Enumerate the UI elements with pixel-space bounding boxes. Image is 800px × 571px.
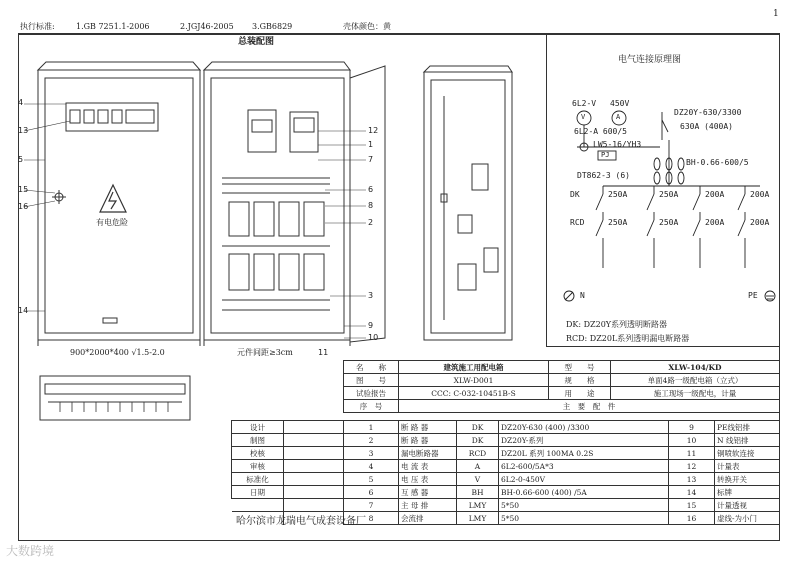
shell-color: 壳体颜色：黄 <box>343 22 391 31</box>
part-spec: BH-0.66-600 (400) /5A <box>499 486 669 499</box>
part-item-2: 铜喷软连接 <box>715 447 780 460</box>
inside-cabinet-view <box>204 62 385 346</box>
tb-label-spec: 规 格 <box>549 374 611 387</box>
part-number: 6 <box>344 486 399 499</box>
rcd-rating-1: 250A <box>608 218 628 227</box>
part-spec: DZ20Y-630 (400) /3300 <box>499 421 669 434</box>
main-breaker-rating: 630A (400A) <box>680 122 733 131</box>
part-number: 8 <box>344 512 399 525</box>
cabinet-dimensions: 900*2000*400 √1.5-2.0 <box>70 348 165 357</box>
part-name: 断 路 器 <box>399 421 457 434</box>
callout-3: 3 <box>368 291 374 300</box>
part-name: 电 压 表 <box>399 473 457 486</box>
callout-16: 16 <box>18 202 29 211</box>
part-number: 4 <box>344 460 399 473</box>
neutral-label: N <box>580 291 585 300</box>
part-number-2: 15 <box>669 499 715 512</box>
tb-label-test-report: 试验报告 <box>344 387 399 400</box>
part-item-2: 计量表 <box>715 460 780 473</box>
drawing-number: XLW-D001 <box>399 374 549 387</box>
pj-label: PJ <box>601 151 610 159</box>
tb-label-drawing-no: 图 号 <box>344 374 399 387</box>
part-code: LMY <box>457 499 499 512</box>
parts-header-no: 序 号 <box>344 400 399 413</box>
role-cell: 日期 <box>232 486 284 499</box>
part-number-2: 13 <box>669 473 715 486</box>
rcd-rating-4: 200A <box>750 218 770 227</box>
part-code: RCD <box>457 447 499 460</box>
part-spec: 6L2-0-450V <box>499 473 669 486</box>
callout-12: 12 <box>368 126 379 135</box>
signature-cell <box>284 499 344 512</box>
meter-spec: DT862-3 (6) <box>577 171 630 180</box>
part-item-2: 标牌 <box>715 486 780 499</box>
spacing-note: 元件间距≥3cm <box>237 348 293 357</box>
dk-rating-3: 200A <box>705 190 725 199</box>
bottom-plan-view <box>40 376 190 420</box>
part-name: 主 母 排 <box>399 499 457 512</box>
standards-label: 执行标准: <box>20 22 55 31</box>
signature-cell <box>284 486 344 499</box>
table-row <box>232 434 780 447</box>
callout-4: 4 <box>18 98 24 107</box>
page-number: 1 <box>773 9 779 19</box>
role-cell: 设计 <box>232 421 284 434</box>
pe-label: PE <box>748 291 758 300</box>
part-item-2: 转换开关 <box>715 473 780 486</box>
switch-spec: LW5-16/YH3 <box>593 140 642 149</box>
part-name: 电 流 表 <box>399 460 457 473</box>
product-name: 建筑施工用配电箱 <box>399 361 549 374</box>
tb-label-name: 名 称 <box>344 361 399 374</box>
standard-1: 1.GB 7251.1-2006 <box>76 22 150 31</box>
part-code: LMY <box>457 512 499 525</box>
table-row <box>232 486 780 499</box>
main-breaker-spec: DZ20Y-630/3300 <box>674 108 742 117</box>
watermark: 大数跨境 <box>6 544 55 558</box>
company-name: 哈尔滨市龙瑞电气成套设备厂 <box>236 516 366 527</box>
part-code: DK <box>457 434 499 447</box>
signature-cell <box>284 460 344 473</box>
test-report: CCC: C-032-10451B-S <box>399 387 549 400</box>
callout-13: 13 <box>18 126 29 135</box>
standard-3: 3.GB6829 <box>252 22 293 31</box>
part-item-2: N 线铝排 <box>715 434 780 447</box>
callout-9: 9 <box>368 321 374 330</box>
callout-10: 10 <box>368 333 379 342</box>
part-name: 互 感 器 <box>399 486 457 499</box>
part-code: V <box>457 473 499 486</box>
callout-2: 2 <box>368 218 374 227</box>
part-number-2: 10 <box>669 434 715 447</box>
legend-dk: DK: DZ20Y系列透明断路器 <box>566 320 668 329</box>
part-spec: 5*50 <box>499 512 669 525</box>
assembly-title: 总装配图 <box>238 37 275 47</box>
legend-rcd: RCD: DZ20L系列透明漏电断路器 <box>566 334 690 343</box>
part-number-2: 16 <box>669 512 715 525</box>
part-number-2: 11 <box>669 447 715 460</box>
table-row <box>232 460 780 473</box>
ammeter-symbol: A <box>616 113 621 121</box>
product-model: XLW-104/KD <box>611 361 780 374</box>
role-cell <box>232 499 284 512</box>
role-cell: 标准化 <box>232 473 284 486</box>
dk-rating-2: 250A <box>659 190 679 199</box>
tb-label-model: 型 号 <box>549 361 611 374</box>
callout-14: 14 <box>18 306 29 315</box>
part-number: 1 <box>344 421 399 434</box>
front-cabinet-view <box>38 62 200 346</box>
callout-15: 15 <box>18 185 29 194</box>
part-spec: DZ20L 系列 100MA 0.2S <box>499 447 669 460</box>
product-spec: 单面4路一级配电箱（立式） <box>611 374 780 387</box>
part-code: DK <box>457 421 499 434</box>
role-cell: 校核 <box>232 447 284 460</box>
callout-7: 7 <box>368 155 374 164</box>
danger-warning-text: 有电危险 <box>96 218 128 227</box>
table-row <box>232 447 780 460</box>
table-row <box>232 421 780 434</box>
dk-rating-1: 250A <box>608 190 628 199</box>
table-row <box>232 499 780 512</box>
part-code: BH <box>457 486 499 499</box>
callout-11: 11 <box>318 348 329 357</box>
part-item-2: PE线铝排 <box>715 421 780 434</box>
callout-5: 5 <box>18 155 24 164</box>
part-number-2: 14 <box>669 486 715 499</box>
part-item-2: 虚线-为小门 <box>715 512 780 525</box>
signature-cell <box>284 447 344 460</box>
part-number: 5 <box>344 473 399 486</box>
voltmeter-symbol: V <box>581 113 586 121</box>
part-number: 3 <box>344 447 399 460</box>
part-number: 2 <box>344 434 399 447</box>
part-spec: 5*50 <box>499 499 669 512</box>
voltmeter-spec: 6L2-V <box>572 99 597 108</box>
schematic-title: 电气连接原理图 <box>618 55 682 65</box>
dk-label: DK <box>570 190 580 199</box>
part-name: 漏电断路器 <box>399 447 457 460</box>
rcd-rating-2: 250A <box>659 218 679 227</box>
part-number-2: 12 <box>669 460 715 473</box>
part-name: 断 路 器 <box>399 434 457 447</box>
part-spec: DZ20Y-系列 <box>499 434 669 447</box>
ammeter-spec: 6L2-A 600/5 <box>574 127 627 136</box>
callout-6: 6 <box>368 185 374 194</box>
part-code: A <box>457 460 499 473</box>
part-number: 7 <box>344 499 399 512</box>
standard-2: 2.JGJ46-2005 <box>180 22 234 31</box>
signature-cell <box>284 473 344 486</box>
part-name: 会流排 <box>399 512 457 525</box>
rcd-rating-3: 200A <box>705 218 725 227</box>
title-block-header <box>343 360 780 413</box>
role-cell: 制图 <box>232 434 284 447</box>
signature-cell <box>284 434 344 447</box>
callout-8: 8 <box>368 201 374 210</box>
role-cell: 审核 <box>232 460 284 473</box>
part-item-2: 计量透视 <box>715 499 780 512</box>
dk-rating-4: 200A <box>750 190 770 199</box>
product-usage: 施工现场一级配电，计量 <box>611 387 780 400</box>
callout-1: 1 <box>368 140 374 149</box>
ct-spec: BH-0.66-600/5 <box>686 158 749 167</box>
signature-cell <box>284 421 344 434</box>
rcd-label: RCD <box>570 218 585 227</box>
voltage-rating: 450V <box>610 99 630 108</box>
part-number-2: 9 <box>669 421 715 434</box>
part-spec: 6L2-600/5A*3 <box>499 460 669 473</box>
tb-label-usage: 用 途 <box>549 387 611 400</box>
side-cabinet-view <box>424 66 512 340</box>
parts-header-title: 主 要 配 件 <box>399 400 780 413</box>
parts-table <box>231 420 780 525</box>
table-row <box>232 473 780 486</box>
